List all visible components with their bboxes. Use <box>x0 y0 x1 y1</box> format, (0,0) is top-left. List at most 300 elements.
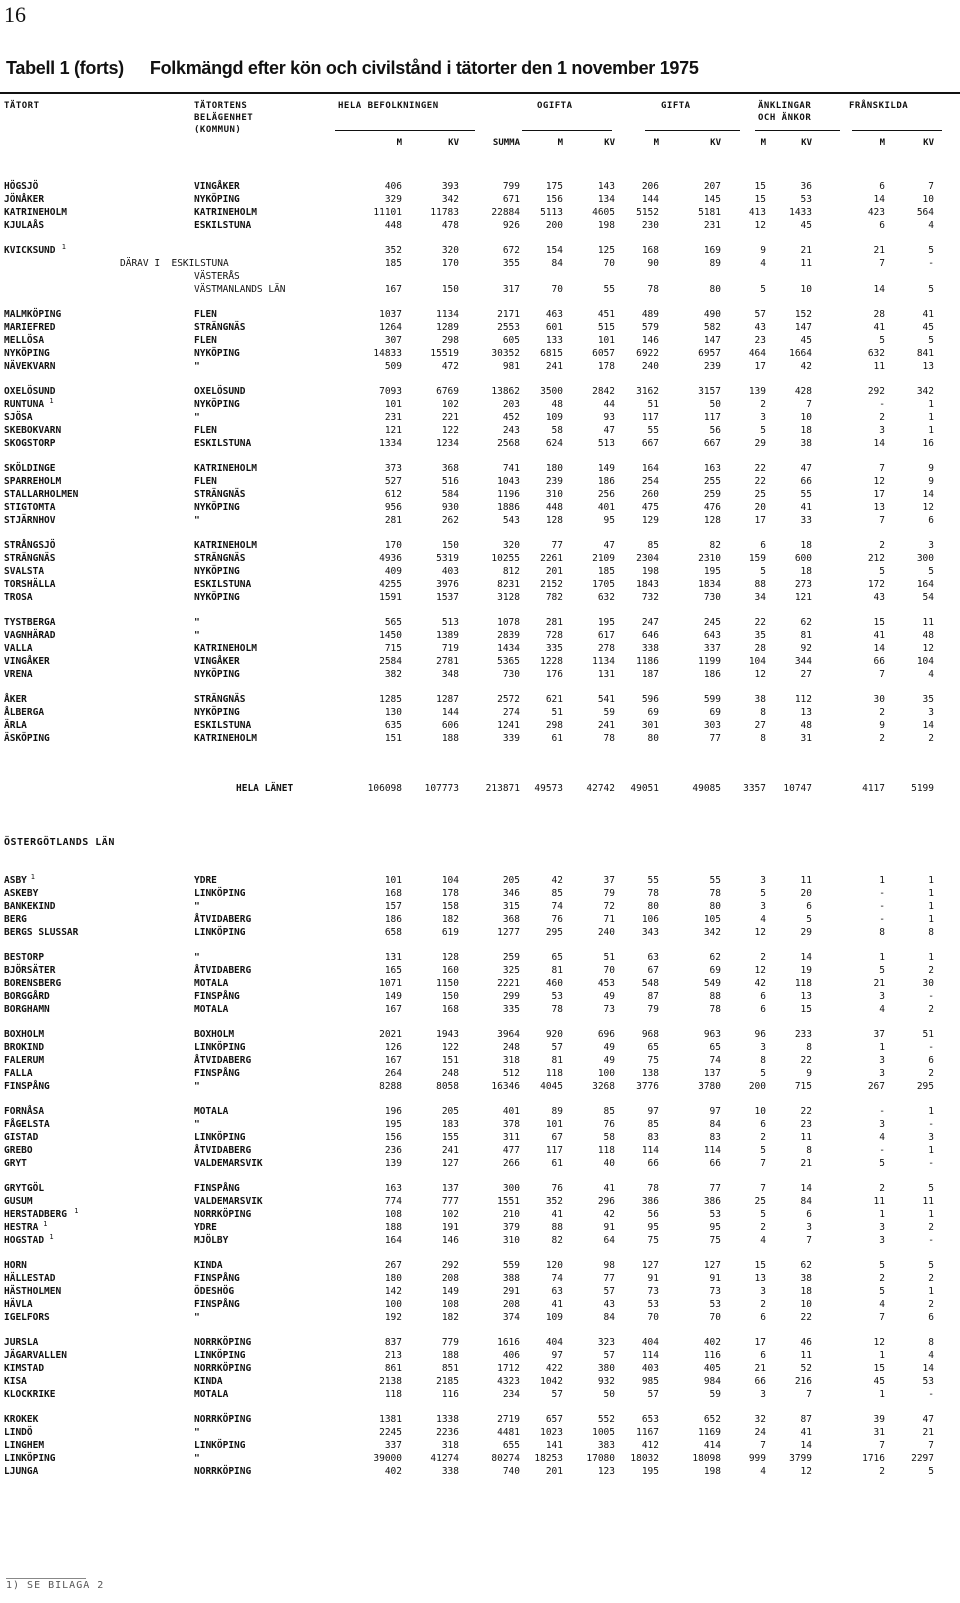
value-cell: 14 <box>873 284 885 295</box>
value-cell: 84 <box>800 1196 812 1207</box>
value-cell: 5 <box>760 1145 766 1156</box>
value-cell: 41 <box>922 309 934 320</box>
value-cell: 13 <box>754 1273 766 1284</box>
value-cell: 20 <box>754 502 766 513</box>
value-cell: 43 <box>754 322 766 333</box>
tatort-cell: LINDÖ <box>4 1427 33 1438</box>
value-cell: 584 <box>441 489 459 500</box>
value-cell: 2304 <box>636 553 659 564</box>
value-cell: 61 <box>551 1158 563 1169</box>
tatort-cell: STALLARHOLMEN <box>4 489 79 500</box>
value-cell: 66 <box>709 1158 721 1169</box>
value-cell: 296 <box>597 1196 615 1207</box>
value-cell: 41 <box>873 322 885 333</box>
value-cell: 565 <box>384 617 402 628</box>
value-cell: 1591 <box>379 592 402 603</box>
value-cell: 150 <box>441 284 459 295</box>
value-cell: 45 <box>800 220 812 231</box>
tatort-cell: SVALSTA <box>4 566 45 577</box>
value-cell: 1712 <box>497 1363 520 1374</box>
value-cell: 1285 <box>379 694 402 705</box>
value-cell: 239 <box>703 361 721 372</box>
value-cell: 2138 <box>379 1376 402 1387</box>
value-cell: 188 <box>441 1350 459 1361</box>
value-cell: 463 <box>545 309 563 320</box>
table-row <box>0 1054 960 1067</box>
value-cell: 41274 <box>430 1453 459 1464</box>
total-value: 49051 <box>630 783 659 794</box>
belagenhet-cell: KATRINEHOLM <box>194 643 257 654</box>
value-cell: 1071 <box>379 978 402 989</box>
value-cell: 118 <box>384 1389 402 1400</box>
value-cell: 3162 <box>636 386 659 397</box>
tatort-cell: JURSLA <box>4 1337 39 1348</box>
value-cell: 382 <box>384 669 402 680</box>
tatort-cell: FALERUM <box>4 1055 45 1066</box>
value-cell: 5 <box>760 1068 766 1079</box>
value-cell: 77 <box>603 1273 615 1284</box>
belagenhet-cell: " <box>194 1312 200 1323</box>
value-cell: 167 <box>384 284 402 295</box>
value-cell: 1167 <box>636 1427 659 1438</box>
table-row <box>0 424 960 437</box>
value-cell: 50 <box>603 1389 615 1400</box>
value-cell: 22 <box>800 1106 812 1117</box>
table-row <box>0 706 960 719</box>
value-cell: 6922 <box>636 348 659 359</box>
value-cell: 3 <box>879 425 885 436</box>
value-cell: 3 <box>760 1389 766 1400</box>
value-cell: 74 <box>709 1055 721 1066</box>
value-cell: 406 <box>384 181 402 192</box>
value-cell: 168 <box>441 1004 459 1015</box>
value-cell: 149 <box>597 463 615 474</box>
belagenhet-cell: YDRE <box>194 875 217 886</box>
value-cell: 337 <box>703 643 721 654</box>
total-value: 213871 <box>485 783 520 794</box>
value-cell: 9 <box>928 476 934 487</box>
value-cell: 475 <box>641 502 659 513</box>
value-cell: 42 <box>603 1209 615 1220</box>
value-cell: 667 <box>703 438 721 449</box>
value-cell: 777 <box>441 1196 459 1207</box>
value-cell: - <box>928 1119 934 1130</box>
value-cell: 134 <box>597 194 615 205</box>
value-cell: 180 <box>545 463 563 474</box>
tatort-cell: KATRINEHOLM <box>4 207 67 218</box>
value-cell: 74 <box>551 1273 563 1284</box>
value-cell: 2245 <box>379 1427 402 1438</box>
value-cell: 476 <box>703 502 721 513</box>
value-cell: 256 <box>597 489 615 500</box>
value-cell: 5113 <box>540 207 563 218</box>
value-cell: 147 <box>794 322 812 333</box>
value-cell: 188 <box>384 1222 402 1233</box>
value-cell: 6 <box>760 1312 766 1323</box>
tatort-cell: LINKÖPING <box>4 1453 56 1464</box>
value-cell: 6769 <box>436 386 459 397</box>
value-cell: 605 <box>502 335 520 346</box>
value-cell: 41 <box>551 1299 563 1310</box>
value-cell: 55 <box>647 425 659 436</box>
value-cell: 404 <box>641 1337 659 1348</box>
tatort-cell: ÄSKÖPING <box>4 733 50 744</box>
value-cell: 104 <box>441 875 459 886</box>
value-cell: 118 <box>597 1145 615 1156</box>
value-cell: 43 <box>603 1299 615 1310</box>
value-cell: 128 <box>545 515 563 526</box>
value-cell: 116 <box>441 1389 459 1400</box>
value-cell: 64 <box>603 1235 615 1246</box>
value-cell: 932 <box>597 1376 615 1387</box>
value-cell: 146 <box>641 335 659 346</box>
belagenhet-cell: DÄRAV I ESKILSTUNA <box>120 258 229 269</box>
value-cell: 6 <box>760 991 766 1002</box>
belagenhet-cell: KINDA <box>194 1376 223 1387</box>
table-row <box>0 1452 960 1465</box>
section-title-ostergotland: ÖSTERGÖTLANDS LÄN <box>4 837 115 848</box>
value-cell: 3 <box>879 1119 885 1130</box>
value-cell: 2842 <box>592 386 615 397</box>
value-cell: 422 <box>545 1363 563 1374</box>
value-cell: 386 <box>641 1196 659 1207</box>
value-cell: 12 <box>873 476 885 487</box>
value-cell: 65 <box>709 1042 721 1053</box>
value-cell: 548 <box>641 978 659 989</box>
value-cell: 292 <box>867 386 885 397</box>
value-cell: 75 <box>647 1055 659 1066</box>
value-cell: 78 <box>551 1004 563 1015</box>
tatort-cell: SKEBOKVARN <box>4 425 62 436</box>
value-cell: 4 <box>928 1350 934 1361</box>
value-cell: 1042 <box>540 1376 563 1387</box>
belagenhet-cell: NORRKÖPING <box>194 1337 252 1348</box>
value-cell: - <box>879 888 885 899</box>
value-cell: 56 <box>647 1209 659 1220</box>
value-cell: 3 <box>928 1132 934 1143</box>
table-row <box>0 257 960 270</box>
value-cell: 63 <box>647 952 659 963</box>
footnote: 1) SE BILAGA 2 <box>6 1580 105 1591</box>
value-cell: - <box>928 991 934 1002</box>
value-cell: 33 <box>800 515 812 526</box>
value-cell: 22 <box>800 1312 812 1323</box>
value-cell: 77 <box>709 1183 721 1194</box>
value-cell: 10255 <box>491 553 520 564</box>
value-cell: 241 <box>597 720 615 731</box>
value-cell: 7 <box>806 1235 812 1246</box>
value-cell: 2719 <box>497 1414 520 1425</box>
table-row <box>0 874 960 887</box>
value-cell: 1199 <box>698 656 721 667</box>
value-cell: 185 <box>597 566 615 577</box>
value-cell: 318 <box>441 1440 459 1451</box>
value-cell: 129 <box>641 515 659 526</box>
value-cell: 1886 <box>497 502 520 513</box>
table-row <box>0 1311 960 1324</box>
value-cell: 513 <box>441 617 459 628</box>
value-cell: 77 <box>551 540 563 551</box>
value-cell: 76 <box>551 914 563 925</box>
value-cell: 310 <box>502 1235 520 1246</box>
value-cell: 79 <box>603 888 615 899</box>
value-cell: 78 <box>709 888 721 899</box>
value-cell: 552 <box>597 1414 615 1425</box>
value-cell: 149 <box>384 991 402 1002</box>
value-cell: 4 <box>879 1299 885 1310</box>
value-cell: 172 <box>867 579 885 590</box>
value-cell: 17 <box>754 515 766 526</box>
value-cell: 1134 <box>436 309 459 320</box>
value-cell: - <box>879 1145 885 1156</box>
total-value: 4117 <box>862 783 885 794</box>
value-cell: 213 <box>384 1350 402 1361</box>
value-cell: 298 <box>441 335 459 346</box>
value-cell: 80274 <box>491 1453 520 1464</box>
value-cell: 25 <box>754 489 766 500</box>
value-cell: 2 <box>879 1273 885 1284</box>
value-cell: 2 <box>760 952 766 963</box>
value-cell: 3 <box>879 991 885 1002</box>
value-cell: 352 <box>545 1196 563 1207</box>
value-cell: 78 <box>603 733 615 744</box>
value-cell: 206 <box>641 181 659 192</box>
value-cell: 311 <box>502 1132 520 1143</box>
value-cell: 139 <box>748 386 766 397</box>
tatort-cell: NÄVEKVARN <box>4 361 56 372</box>
belagenhet-cell: KATRINEHOLM <box>194 540 257 551</box>
value-cell: 41 <box>603 1183 615 1194</box>
value-cell: 127 <box>703 1260 721 1271</box>
belagenhet-cell: NYKÖPING <box>194 566 240 577</box>
value-cell: 1 <box>928 952 934 963</box>
value-cell: 8 <box>879 927 885 938</box>
value-cell: 452 <box>502 412 520 423</box>
value-cell: 6 <box>760 540 766 551</box>
value-cell: 2297 <box>911 1453 934 1464</box>
table-row <box>0 1208 960 1221</box>
value-cell: 512 <box>502 1068 520 1079</box>
tatort-cell: TYSTBERGA <box>4 617 56 628</box>
value-cell: 5 <box>928 566 934 577</box>
value-cell: 170 <box>441 258 459 269</box>
value-cell: 11 <box>800 1350 812 1361</box>
value-cell: 109 <box>545 1312 563 1323</box>
value-cell: 402 <box>384 1466 402 1477</box>
tatort-cell: JÄGARVALLEN <box>4 1350 67 1361</box>
value-cell: 1 <box>928 1286 934 1297</box>
value-cell: 18 <box>800 540 812 551</box>
value-cell: 76 <box>551 1183 563 1194</box>
value-cell: 65 <box>647 1042 659 1053</box>
value-cell: 159 <box>748 553 766 564</box>
value-cell: 2 <box>928 733 934 744</box>
belagenhet-cell: FINSPÅNG <box>194 1299 240 1310</box>
value-cell: 205 <box>502 875 520 886</box>
table-row <box>0 1413 960 1426</box>
value-cell: 53 <box>551 991 563 1002</box>
value-cell: 541 <box>597 694 615 705</box>
tatort-cell: VALLA <box>4 643 33 654</box>
belagenhet-cell: NYKÖPING <box>194 348 240 359</box>
value-cell: 57 <box>603 1350 615 1361</box>
value-cell: 11101 <box>373 207 402 218</box>
value-cell: 7 <box>879 258 885 269</box>
tatort-cell: FALLA <box>4 1068 33 1079</box>
value-cell: 1389 <box>436 630 459 641</box>
tatort-cell: LINGHEM <box>4 1440 45 1451</box>
table-row <box>0 990 960 1003</box>
value-cell: 121 <box>384 425 402 436</box>
value-cell: 80 <box>647 901 659 912</box>
value-cell: 14 <box>873 438 885 449</box>
value-cell: 6815 <box>540 348 563 359</box>
value-cell: 8 <box>760 1055 766 1066</box>
tatort-cell: IGELFORS <box>4 1312 50 1323</box>
table-row <box>0 334 960 347</box>
value-cell: 163 <box>703 463 721 474</box>
value-cell: 1 <box>928 425 934 436</box>
value-cell: 273 <box>794 579 812 590</box>
value-cell: 4481 <box>497 1427 520 1438</box>
table-row <box>0 719 960 732</box>
value-cell: 108 <box>384 1209 402 1220</box>
tatort-cell: KJULAÅS <box>4 220 45 231</box>
total-value: 49085 <box>692 783 721 794</box>
value-cell: 6 <box>806 1209 812 1220</box>
value-cell: 22 <box>754 617 766 628</box>
tatort-cell: VRENA <box>4 669 33 680</box>
table-row <box>0 462 960 475</box>
belagenhet-cell: " <box>194 1119 200 1130</box>
value-cell: 346 <box>502 888 520 899</box>
value-cell: 730 <box>703 592 721 603</box>
tatort-cell: HÄSTHOLMEN <box>4 1286 62 1297</box>
value-cell: 1 <box>928 399 934 410</box>
value-cell: 48 <box>800 720 812 731</box>
value-cell: 14 <box>800 952 812 963</box>
value-cell: 3 <box>879 1235 885 1246</box>
value-cell: 30 <box>922 978 934 989</box>
value-cell: 149 <box>441 1286 459 1297</box>
value-cell: 175 <box>545 181 563 192</box>
value-cell: 43 <box>873 592 885 603</box>
value-cell: 154 <box>545 245 563 256</box>
value-cell: 91 <box>603 1222 615 1233</box>
tatort-cell: GUSUM <box>4 1196 33 1207</box>
belagenhet-cell: ÖDESHÖG <box>194 1286 235 1297</box>
value-cell: 317 <box>502 284 520 295</box>
value-cell: 1 <box>928 1145 934 1156</box>
tatort-cell: GREBO <box>4 1145 33 1156</box>
value-cell: 104 <box>748 656 766 667</box>
value-cell: 267 <box>867 1081 885 1092</box>
tatort-cell: HÄVLA <box>4 1299 33 1310</box>
value-cell: 57 <box>551 1042 563 1053</box>
value-cell: 18098 <box>692 1453 721 1464</box>
value-cell: 323 <box>597 1337 615 1348</box>
table-row <box>0 1375 960 1388</box>
tatort-cell: HÄLLESTAD <box>4 1273 56 1284</box>
value-cell: 1433 <box>789 207 812 218</box>
value-cell: 6 <box>760 1350 766 1361</box>
value-cell: 42 <box>754 978 766 989</box>
value-cell: 24 <box>754 1427 766 1438</box>
value-cell: 183 <box>441 1119 459 1130</box>
value-cell: 11 <box>922 617 934 628</box>
value-cell: 926 <box>502 220 520 231</box>
value-cell: 210 <box>502 1209 520 1220</box>
header-rule-gifta <box>645 130 740 131</box>
value-cell: 3 <box>879 1068 885 1079</box>
value-cell: 22 <box>754 463 766 474</box>
value-cell: 144 <box>441 707 459 718</box>
value-cell: 25 <box>754 1196 766 1207</box>
value-cell: 80 <box>647 733 659 744</box>
value-cell: 1150 <box>436 978 459 989</box>
value-cell: 453 <box>597 978 615 989</box>
tatort-cell: BANKEKIND <box>4 901 56 912</box>
table-row <box>0 283 960 296</box>
value-cell: 234 <box>502 1389 520 1400</box>
value-cell: 90 <box>647 258 659 269</box>
belagenhet-cell: VALDEMARSVIK <box>194 1158 263 1169</box>
value-cell: 1228 <box>540 656 563 667</box>
value-cell: 164 <box>384 1235 402 1246</box>
value-cell: 63 <box>551 1286 563 1297</box>
value-cell: 1 <box>928 1209 934 1220</box>
value-cell: 21 <box>873 978 885 989</box>
value-cell: 478 <box>441 220 459 231</box>
value-cell: 248 <box>502 1042 520 1053</box>
value-cell: 5 <box>928 1466 934 1477</box>
value-cell: 17 <box>754 361 766 372</box>
value-cell: 150 <box>441 540 459 551</box>
table-row <box>0 732 960 745</box>
value-cell: 50 <box>709 399 721 410</box>
value-cell: 6 <box>806 901 812 912</box>
value-cell: 516 <box>441 476 459 487</box>
value-cell: 155 <box>441 1132 459 1143</box>
value-cell: 2 <box>879 1183 885 1194</box>
value-cell: 7 <box>760 1158 766 1169</box>
header-frans: FRÅNSKILDA <box>849 101 909 111</box>
value-cell: 152 <box>794 309 812 320</box>
value-cell: 163 <box>384 1183 402 1194</box>
belagenhet-cell: MOTALA <box>194 1004 229 1015</box>
subheader-cell: SUMMA <box>492 138 520 148</box>
value-cell: 73 <box>709 1286 721 1297</box>
subheader-cell: M <box>557 138 563 148</box>
value-cell: 27 <box>800 669 812 680</box>
value-cell: 62 <box>800 1260 812 1271</box>
value-cell: 123 <box>597 1466 615 1477</box>
total-value: 5199 <box>911 783 934 794</box>
value-cell: 10 <box>800 1299 812 1310</box>
value-cell: 48 <box>551 399 563 410</box>
value-cell: 255 <box>703 476 721 487</box>
value-cell: 245 <box>703 617 721 628</box>
value-cell: 14 <box>800 1440 812 1451</box>
value-cell: 42 <box>551 875 563 886</box>
belagenhet-cell: VINGÅKER <box>194 181 240 192</box>
value-cell: 82 <box>709 540 721 551</box>
value-cell: 178 <box>441 888 459 899</box>
value-cell: 21 <box>800 245 812 256</box>
value-cell: 5 <box>879 566 885 577</box>
subheader-cell: M <box>760 138 766 148</box>
value-cell: 48 <box>922 630 934 641</box>
